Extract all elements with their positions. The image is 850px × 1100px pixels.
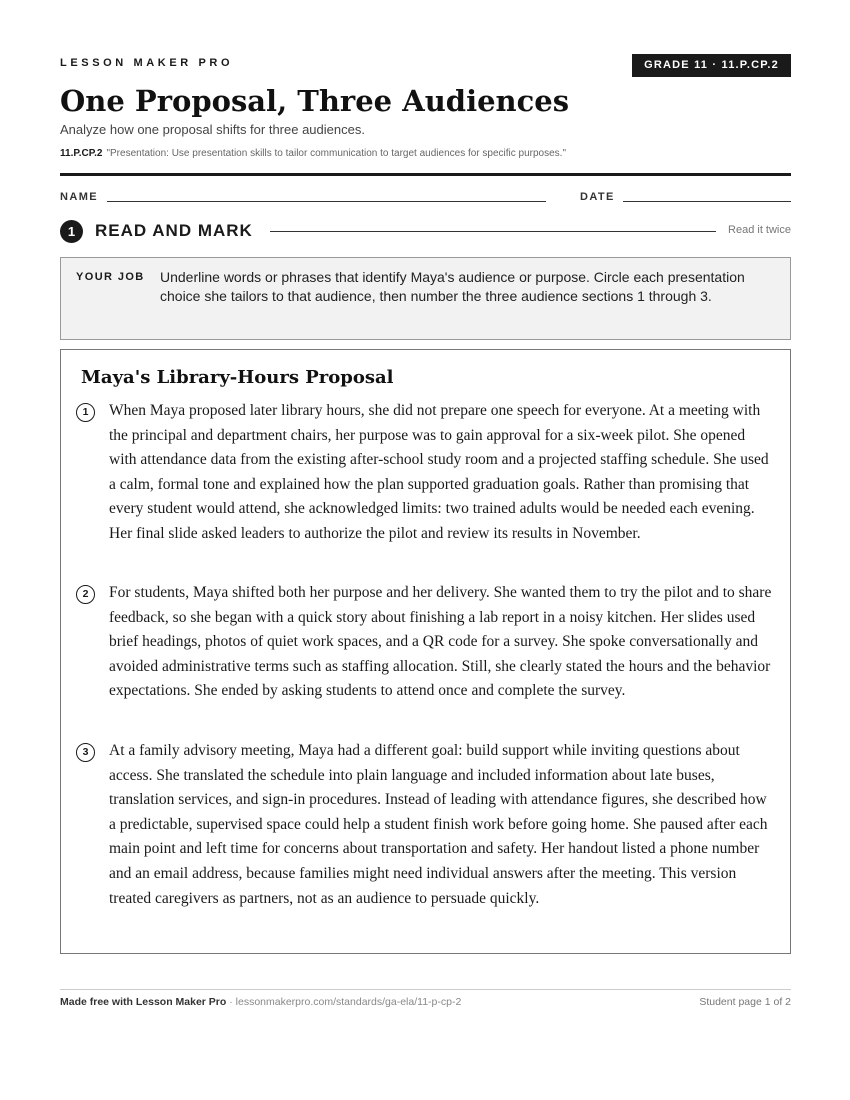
paragraph-number-badge: 2 <box>76 585 95 604</box>
section-header <box>60 220 791 244</box>
name-field[interactable] <box>107 201 546 202</box>
paragraph-number-badge: 3 <box>76 743 95 762</box>
standard-line <box>60 148 566 159</box>
date-label: DATE <box>580 191 615 203</box>
passage-title: Maya's Library-Hours Proposal <box>81 367 394 388</box>
passage-paragraph: For students, Maya shifted both her purpose and her delivery. She wanted them to try the pilot and to share feedback, so she began with a quick story about finishing a lab report in a noisy kitchen. Her slides used brief headings, photos of quiet work spaces, and a QR code for a survey. She spoke conversationally and avoided administrative terms such as staffing allocation. Still, she clearly stated the hours and the behavior expectations. She ended by asking students to attend once and complete the survey. <box>109 584 772 700</box>
section-number-badge: 1 <box>60 220 83 243</box>
section-title: READ AND MARK <box>95 221 253 240</box>
grade-badge: GRADE 11 · 11.P.CP.2 <box>632 54 791 77</box>
instructions-label: YOUR JOB <box>76 271 145 283</box>
passage-paragraph: When Maya proposed later library hours, she did not prepare one speech for everyone. At a meeting with the principal and department chairs, her purpose was to gain approval for a six-week pilot. She opened with attendance data from the existing after-school study room and a projected staffing schedule. She used a calm, formal tone and explained how the plan supported graduation goals. Rather than promising that every student would attend, she acknowledged limits: two trained adults would be needed each evening. Her final slide asked leaders to authorize the pilot and review its results in November. <box>109 402 769 542</box>
passage-paragraph: At a family advisory meeting, Maya had a different goal: build support while inviting questions about access. She translated the schedule into plain language and included information about late buses, translation services, and sign-in procedures. Instead of leading with attendance figures, she described how a predictable, supervised space could help a student finish work before going home. She paused after each main point and left time for concerns about transportation and safety. Her handout listed a phone number and an email address, because families might need individual answers after the meeting. This version treated caregivers as partners, not as an audience to persuade quickly. <box>109 742 768 907</box>
date-field[interactable] <box>623 201 791 202</box>
brand-name: LESSON MAKER PRO <box>60 57 234 69</box>
header-divider <box>60 173 791 176</box>
footer-divider <box>60 989 791 990</box>
section-note: Read it twice <box>728 224 791 236</box>
footer-credit: Made free with Lesson Maker Pro <box>60 996 227 1008</box>
page-title: One Proposal, Three Audiences <box>60 84 570 118</box>
footer-url[interactable]: · lessonmakerpro.com/standards/ga-ela/11-p-cp-2 <box>226 996 462 1008</box>
instructions-box <box>60 257 791 340</box>
worksheet-page <box>60 0 791 1100</box>
section-divider <box>270 231 716 232</box>
page-number: Student page 1 of 2 <box>699 996 791 1008</box>
standard-text: "Presentation: Use presentation skills to tailor communication to target audiences for specific purposes." <box>106 148 567 159</box>
name-date-row <box>60 190 791 206</box>
reading-passage <box>60 349 791 954</box>
paragraph-number-badge: 1 <box>76 403 95 422</box>
standard-code: 11.P.CP.2 <box>60 148 103 159</box>
footer <box>60 996 791 1008</box>
name-label: NAME <box>60 191 98 203</box>
instructions-text: Underline words or phrases that identify Maya's audience or purpose. Circle each presentation choice she tailors to that audience, then number the three audience sections 1 through 3. <box>160 269 745 304</box>
page-subtitle: Analyze how one proposal shifts for three audiences. <box>60 122 365 137</box>
